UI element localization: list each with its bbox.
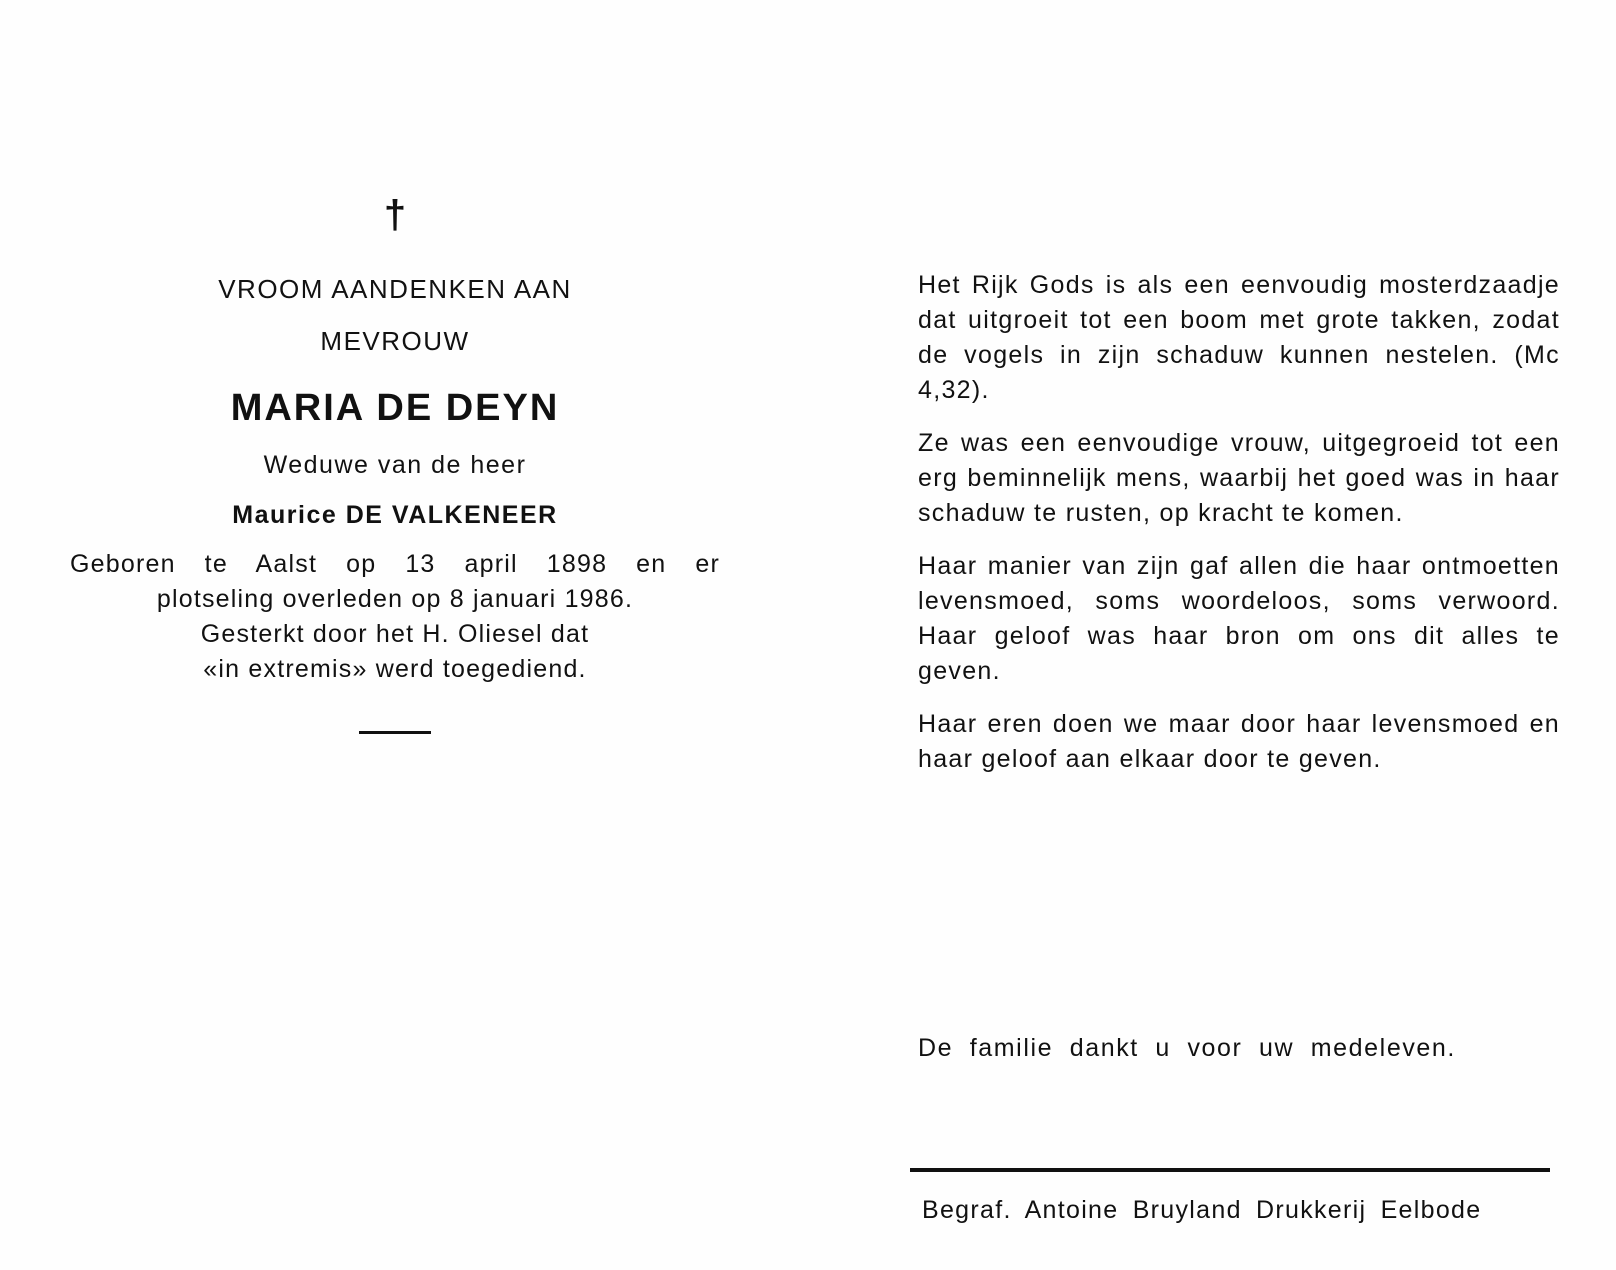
divider-long: [910, 1168, 1550, 1172]
husband-name: Maurice DE VALKENEER: [232, 501, 558, 529]
biography: [70, 547, 720, 687]
widow-line: Weduwe van de heer: [263, 451, 527, 479]
paragraph-4: Haar eren doen we maar door haar levensmoed en haar geloof aan elkaar door te geven.: [918, 710, 1560, 773]
thanks-line: De familie dankt u voor uw medeleven.: [918, 1034, 1456, 1062]
right-panel: [918, 268, 1560, 795]
bio-line-2: plotseling overleden op 8 januari 1986.: [156, 585, 634, 613]
intro-line-1: VROOM AANDENKEN AAN: [218, 274, 572, 304]
deceased-name: MARIA DE DEYN: [230, 387, 560, 429]
intro-line-2: MEVROUW: [320, 326, 470, 356]
left-panel: [70, 195, 720, 734]
paragraph-1: Het Rijk Gods is als een eenvoudig mosterdzaadje dat uitgroeit tot een boom met grote takken, zodat de vogels in zijn schaduw kunnen nestelen. (Mc 4,32).: [918, 271, 1560, 404]
paragraph-3: Haar manier van zijn gaf allen die haar ontmoetten levensmoed, soms woordeloos, soms verwoord. Haar geloof was haar bron om ons dit alles te geven.: [918, 552, 1560, 685]
bio-line-3: Gesterkt door het H. Oliesel dat: [200, 620, 590, 648]
cross-icon: †: [383, 193, 407, 237]
printer-credit: Begraf. Antoine Bruyland Drukkerij Eelbode: [922, 1196, 1482, 1224]
bio-line-4: «in extremis» werd toegediend.: [203, 655, 587, 683]
bio-line-1: Geboren te Aalst op 13 april 1898 en er: [70, 550, 720, 578]
divider-short: [359, 731, 431, 734]
paragraph-2: Ze was een eenvoudige vrouw, uitgegroeid tot een erg beminnelijk mens, waarbij het goed was in haar schaduw te rusten, op kracht te komen.: [918, 429, 1560, 527]
